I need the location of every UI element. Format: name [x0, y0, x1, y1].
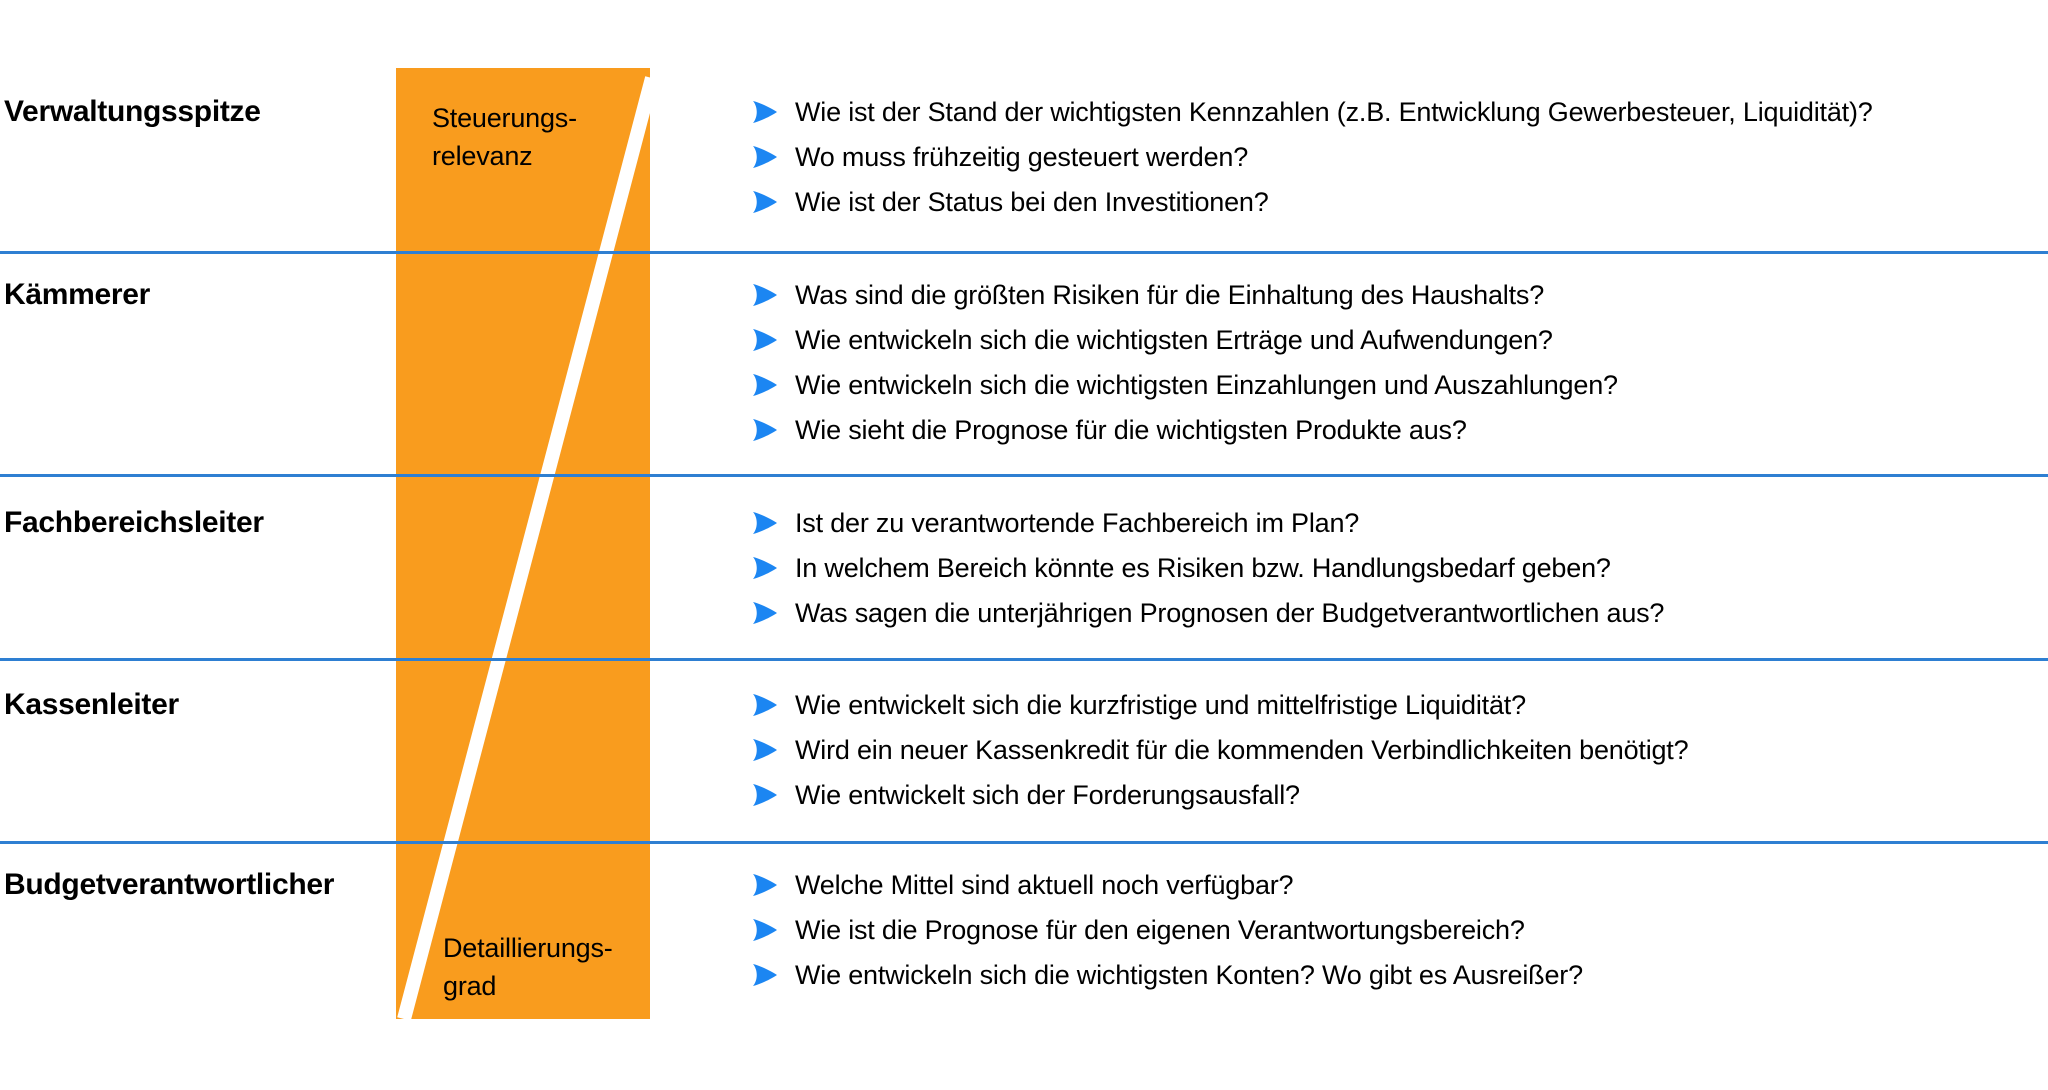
question-text: Wie sieht die Prognose für die wichtigsten Produkte aus?: [795, 414, 1467, 445]
bullet-arrow-icon: [752, 328, 778, 352]
question-text: In welchem Bereich könnte es Risiken bzw. Handlungsbedarf geben?: [795, 552, 1611, 583]
question-text: Ist der zu verantwortende Fachbereich im Plan?: [795, 507, 1360, 538]
question-text: Wie entwickeln sich die wichtigsten Erträge und Aufwendungen?: [795, 324, 1553, 355]
bullet-arrow-icon: [752, 100, 778, 124]
bullet-arrow-icon: [752, 873, 778, 897]
question-row: [752, 908, 1525, 952]
role-label-budgetverantwortlicher: Budgetverantwortlicher: [4, 868, 335, 901]
question-row: [752, 501, 1359, 545]
question-row: [752, 273, 1544, 317]
question-text: Wie ist der Stand der wichtigsten Kennzahlen (z.B. Entwicklung Gewerbesteuer, Liquidität)?: [795, 96, 1873, 127]
question-row: [752, 408, 1467, 452]
section-divider: [0, 658, 2048, 661]
bullet-arrow-icon: [752, 963, 778, 987]
question-text: Wo muss frühzeitig gesteuert werden?: [795, 141, 1249, 172]
role-label-kassenleiter: Kassenleiter: [4, 688, 179, 721]
bullet-arrow-icon: [752, 918, 778, 942]
role-label-k-mmerer: Kämmerer: [4, 278, 151, 311]
band-label-top-line2: relevanz: [432, 141, 533, 171]
question-row: [752, 90, 1873, 134]
question-row: [752, 180, 1269, 224]
question-text: Welche Mittel sind aktuell noch verfügbar?: [795, 869, 1294, 900]
band-label-detaillierungsgrad: [443, 929, 613, 1005]
section-divider: [0, 474, 2048, 477]
role-label-fachbereichsleiter: Fachbereichsleiter: [4, 506, 264, 539]
question-row: [752, 728, 1688, 772]
question-text: Was sind die größten Risiken für die Einhaltung des Haushalts?: [795, 279, 1545, 310]
question-row: [752, 318, 1553, 362]
bullet-arrow-icon: [752, 601, 778, 625]
bullet-arrow-icon: [752, 283, 778, 307]
question-row: [752, 135, 1248, 179]
question-text: Wie entwickeln sich die wichtigsten Einzahlungen und Auszahlungen?: [795, 369, 1618, 400]
question-text: Was sagen die unterjährigen Prognosen der Budgetverantwortlichen aus?: [795, 597, 1665, 628]
band-label-steuerungsrelevanz: [432, 99, 577, 175]
question-row: [752, 863, 1293, 907]
bullet-arrow-icon: [752, 373, 778, 397]
question-text: Wie ist die Prognose für den eigenen Verantwortungsbereich?: [795, 914, 1525, 945]
bullet-arrow-icon: [752, 693, 778, 717]
diagonal-divider-line: [396, 68, 650, 1019]
band-label-bottom-line1: Detaillierungs-: [443, 933, 613, 963]
bullet-arrow-icon: [752, 783, 778, 807]
section-divider: [0, 251, 2048, 254]
question-row: [752, 546, 1611, 590]
bullet-arrow-icon: [752, 511, 778, 535]
bullet-arrow-icon: [752, 556, 778, 580]
question-text: Wird ein neuer Kassenkredit für die kommenden Verbindlichkeiten benötigt?: [795, 734, 1689, 765]
relevance-detail-band: [396, 68, 650, 1019]
bullet-arrow-icon: [752, 145, 778, 169]
question-text: Wie ist der Status bei den Investitionen?: [795, 186, 1269, 217]
role-label-verwaltungsspitze: Verwaltungsspitze: [4, 95, 261, 128]
question-row: [752, 683, 1526, 727]
question-row: [752, 773, 1300, 817]
band-label-top-line1: Steuerungs-: [432, 103, 577, 133]
question-text: Wie entwickelt sich der Forderungsausfall?: [795, 779, 1300, 810]
bullet-arrow-icon: [752, 738, 778, 762]
section-divider: [0, 841, 2048, 844]
bullet-arrow-icon: [752, 418, 778, 442]
question-row: [752, 953, 1583, 997]
question-text: Wie entwickelt sich die kurzfristige und mittelfristige Liquidität?: [795, 689, 1526, 720]
question-row: [752, 591, 1664, 635]
question-text: Wie entwickeln sich die wichtigsten Konten? Wo gibt es Ausreißer?: [795, 959, 1583, 990]
question-row: [752, 363, 1618, 407]
band-label-bottom-line2: grad: [443, 971, 497, 1001]
bullet-arrow-icon: [752, 190, 778, 214]
